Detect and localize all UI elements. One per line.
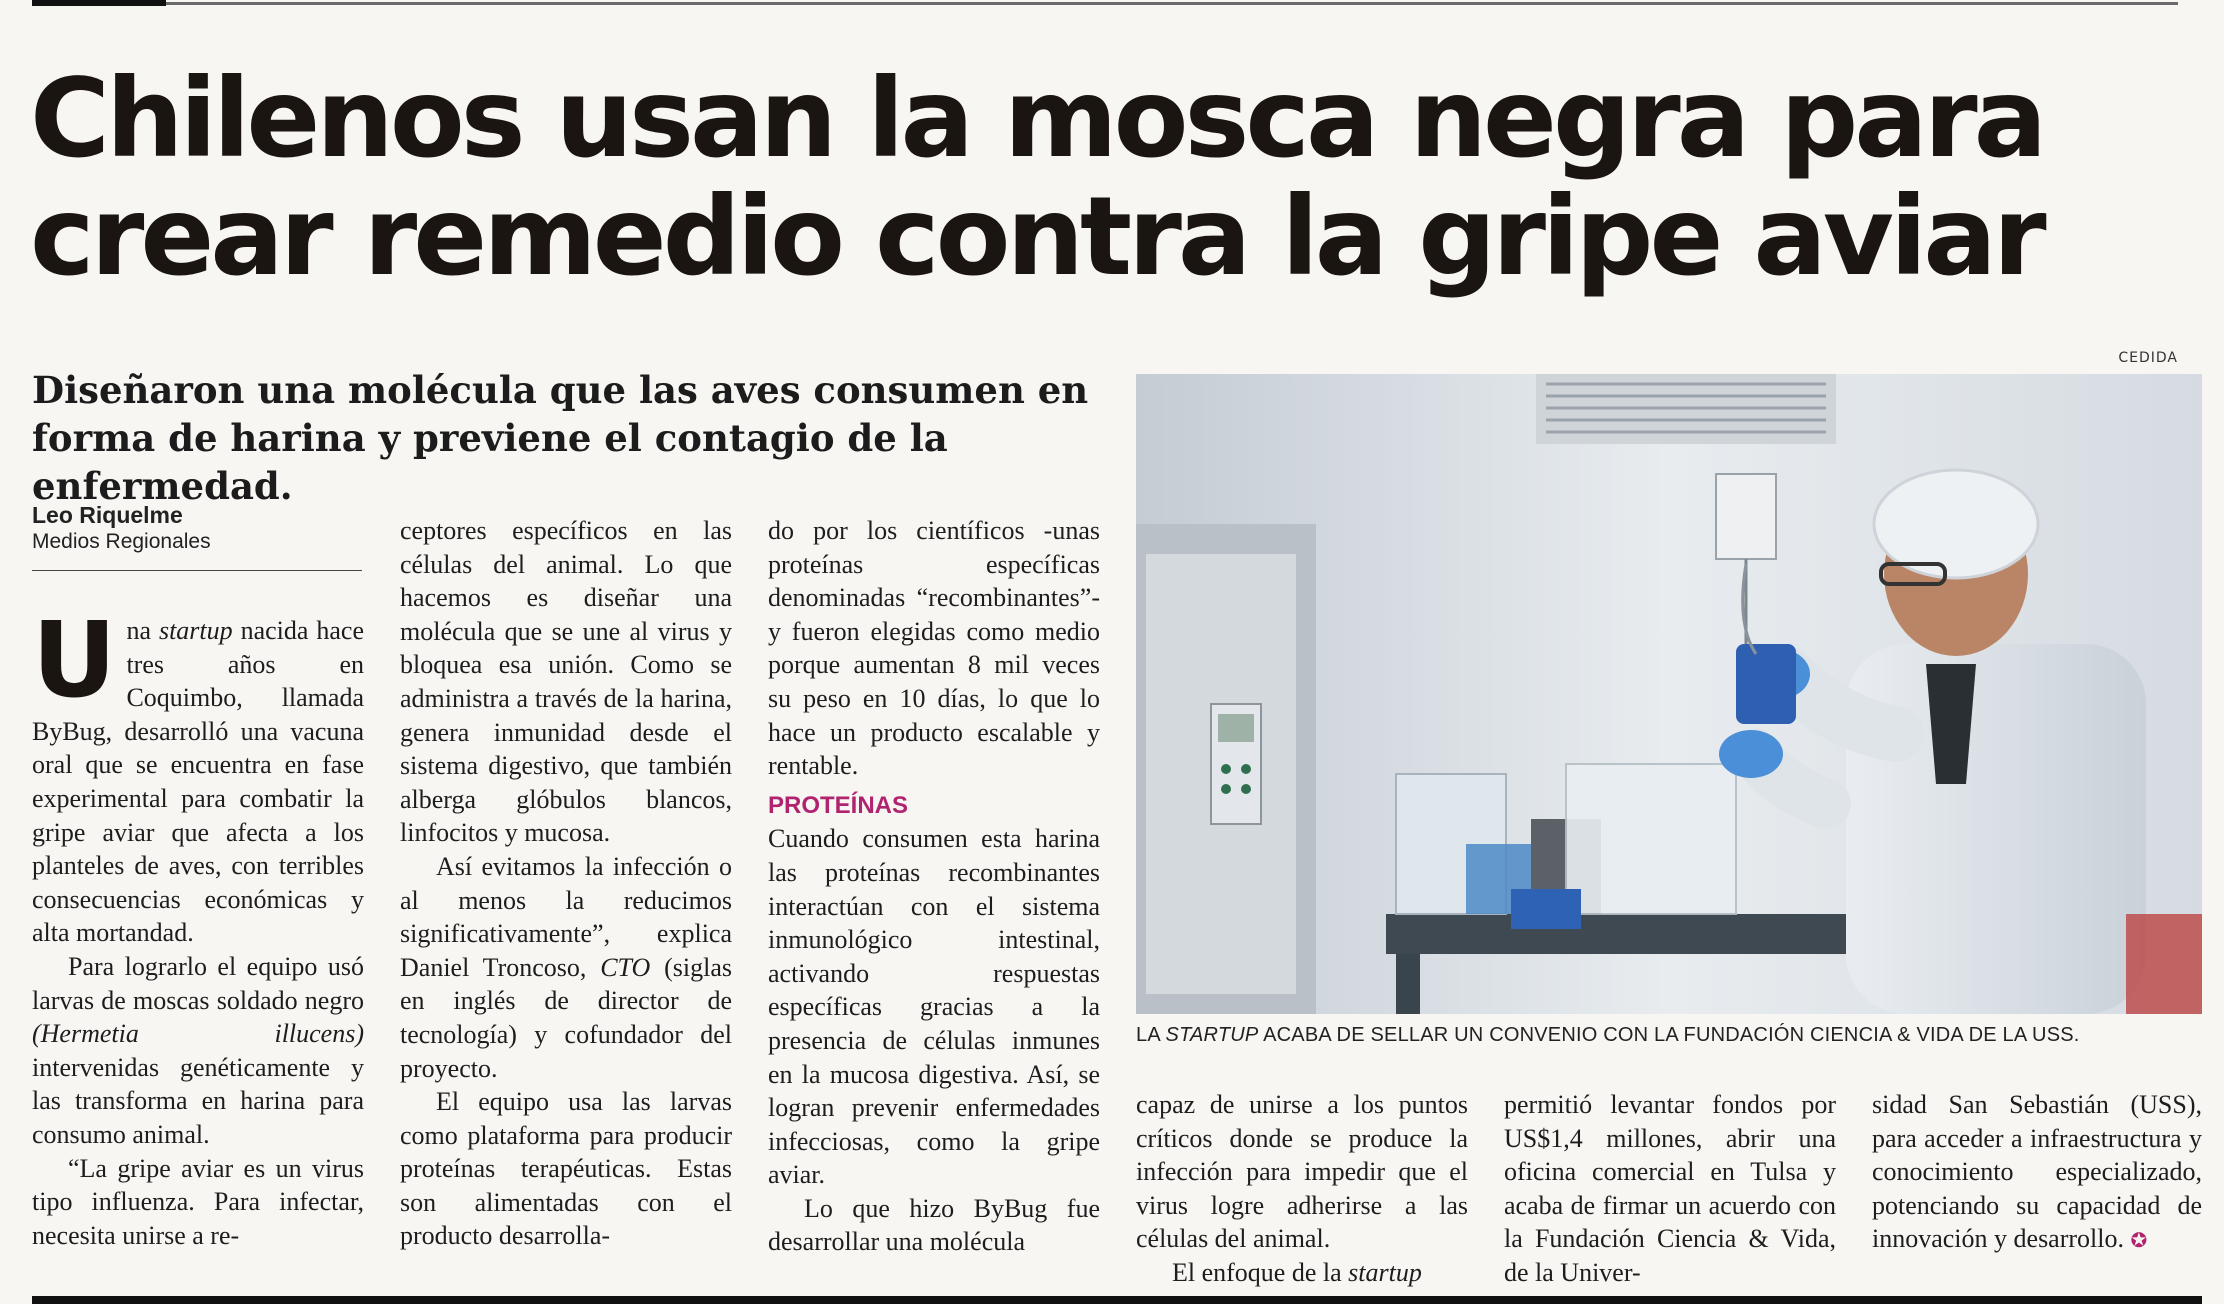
article-column-4 (1136, 1088, 1468, 1290)
paragraph: Lo que hizo ByBug fue desarrollar una molécula (768, 1193, 1100, 1257)
end-of-article-icon: ✪ (2130, 1230, 2148, 1253)
paragraph (1136, 1256, 1468, 1290)
blue-glove (1719, 730, 1783, 778)
caption-emphasis: STARTUP (1165, 1024, 1259, 1046)
article-column-2 (400, 514, 732, 1253)
paragraph: “La gripe aviar es un virus tipo influenza. Para infectar, necesita unirse a re- (32, 1153, 364, 1250)
paragraph: capaz de unirse a los puntos críticos donde se produce la infección para impedir que el virus logre adherirse a las células del animal. (1136, 1090, 1468, 1254)
handheld-device (1736, 644, 1796, 724)
emphasis-text: startup (1348, 1257, 1422, 1287)
article-column-6 (1872, 1088, 2202, 1259)
caption-text: ACABA DE SELLAR UN CONVENIO CON LA FUNDACIÓN CIENCIA & VIDA DE LA USS. (1258, 1024, 2080, 1046)
paragraph-text: Así evitamos la infección o al menos la reducimos significativamente”, explica Daniel Troncoso, (400, 851, 732, 982)
section-tab-marker (32, 0, 166, 6)
paragraph-text: na (126, 616, 159, 645)
article-column-3 (768, 514, 1100, 1259)
caption-text: LA (1136, 1024, 1166, 1046)
paragraph-text: El enfoque de la (1172, 1257, 1349, 1287)
paragraph-text: (siglas en inglés de director de tecnología) y cofundador del proyecto. (400, 952, 732, 1083)
blue-tray (1511, 889, 1581, 929)
lab-scene-illustration (1136, 374, 2202, 1014)
byline-divider (32, 570, 362, 571)
paragraph: El equipo usa las larvas como plataforma para producir proteínas terapéuticas. Estas son alimentadas con el producto desarrolla- (400, 1087, 732, 1251)
article-column-1 (32, 599, 365, 1252)
acrylic-enclosure (1566, 764, 1736, 914)
wall-sensor (1716, 474, 1776, 559)
byline-organization: Medios Regionales (32, 530, 211, 553)
paragraph-text: intervenidas genéticamente y las transforma en harina para consumo animal. (32, 1052, 364, 1149)
paragraph: do por los científicos -unas proteínas específicas denominadas “recombinantes”- y fueron elegidas como medio porque aumentan 8 mil veces su peso en 10 días, lo que lo hace un producto escalable y rentable. (768, 516, 1100, 781)
paragraph-text: sidad San Sebastián (USS), para acceder a infraestructura y conocimiento especializado, potenciando su capacidad de innovación y desarrollo. (1872, 1090, 2202, 1254)
top-rule (32, 2, 2178, 5)
red-box (2126, 914, 2202, 1014)
paragraph (400, 850, 732, 1085)
subheadline: Diseñaron una molécula que las aves consumen en forma de harina y previene el contagio de la enfermedad. (32, 368, 1089, 508)
headline-line-1: Chilenos usan la mosca negra para (30, 55, 2044, 182)
article-column-5 (1504, 1088, 1836, 1290)
paragraph: permitió levantar fondos por US$1,4 millones, abrir una oficina comercial en Tulsa y acaba de firmar un acuerdo con la Fundación Ciencia & Vida, de la Univer- (1504, 1090, 1836, 1287)
paragraph: ceptores específicos en las células del animal. Lo que hacemos es diseñar una molécula que se une al virus y bloquea esa unión. Como se administra a través de la harina, genera inmunidad desde el sistema digestivo, que también alberga glóbulos blancos, linfocitos y mucosa. (400, 516, 732, 848)
article-photo (1136, 374, 2202, 1014)
emphasis-text: (Hermetia illucens) (32, 1019, 364, 1049)
paragraph (1872, 1088, 2202, 1259)
bottom-rule (32, 1296, 2202, 1304)
section-heading: PROTEÍNAS (768, 791, 909, 819)
paragraph (32, 950, 364, 1152)
headline-line-2: crear remedio contra la gripe aviar (30, 173, 2043, 300)
hair-net (1874, 470, 2038, 578)
photo-caption (1136, 1024, 2202, 1047)
headline (30, 55, 2190, 300)
photo-credit: CEDIDA (2118, 350, 2178, 366)
drop-cap: U (32, 599, 117, 721)
byline-author: Leo Riquelme (32, 502, 183, 528)
paragraph-text: Para lograrlo el equipo usó larvas de moscas soldado negro (32, 951, 364, 1015)
emphasis-text: startup (158, 616, 233, 645)
paragraph-text: nacida hace tres años en Coquimbo, llamada ByBug, desarrolló una vacuna oral que se encuentra en fase experimental para combatir la gripe aviar que afecta a los planteles de aves, con terribles consecuencias económicas y alta mortandad. (32, 616, 365, 948)
lab-coat (1846, 644, 2146, 1014)
emphasis-text: CTO (600, 952, 651, 982)
paragraph: Cuando consumen esta harina las proteínas recombinantes interactúan con el sistema inmunológico intestinal, activando respuestas específicas gracias a la presencia de células inmunes en la mucosa digestiva. Así, se logran prevenir enfermedades infecciosas, como la gripe aviar. (768, 824, 1100, 1190)
paragraph (32, 599, 365, 950)
